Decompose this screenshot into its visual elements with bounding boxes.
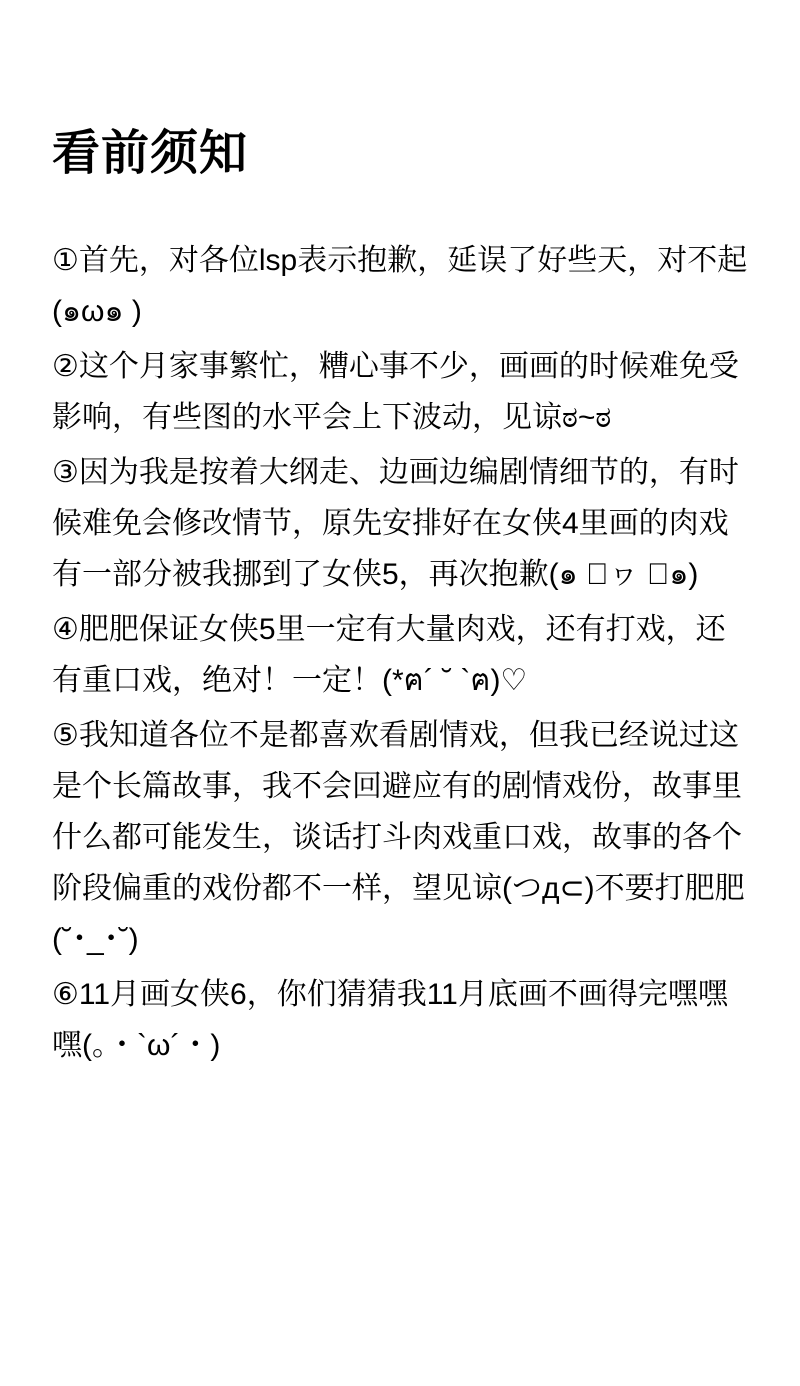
notice-paragraph-3: ③因为我是按着大纲走、边画边编剧情细节的，有时候难免会修改情节，原先安排好在女侠4里画的肉戏有一部分被我挪到了女侠5，再次抱歉(๑ ॔ヮ ॓๑) <box>52 455 739 591</box>
notice-paragraph-1: ①首先，对各位lsp表示抱歉，延误了好些天，对不起(๑ω๑ ) <box>52 243 748 328</box>
notice-paragraph-list <box>52 235 748 1071</box>
notice-paragraph-4: ④肥肥保证女侠5里一定有大量肉戏，还有打戏，还有重口戏，绝对！一定！(*ฅ´ ˘ `ฅ)♡ <box>52 612 726 697</box>
notice-paragraph-2: ②这个月家事繁忙，糟心事不少，画画的时候难免受影响，有些图的水平会上下波动，见谅ಠ~ಠ <box>52 349 739 434</box>
notice-paragraph-6: ⑥11月画女侠6，你们猜猜我11月底画不画得完嘿嘿嘿(。・`ω´・) <box>52 977 728 1062</box>
page-title: 看前须知 <box>52 127 249 180</box>
notice-paragraph-5: ⑤我知道各位不是都喜欢看剧情戏，但我已经说过这是个长篇故事，我不会回避应有的剧情戏份，故事里什么都可能发生，谈话打斗肉戏重口戏，故事的各个阶段偏重的戏份都不一样，望见谅(つд⊂)不要打肥肥(˘･_･˘) <box>52 718 745 956</box>
